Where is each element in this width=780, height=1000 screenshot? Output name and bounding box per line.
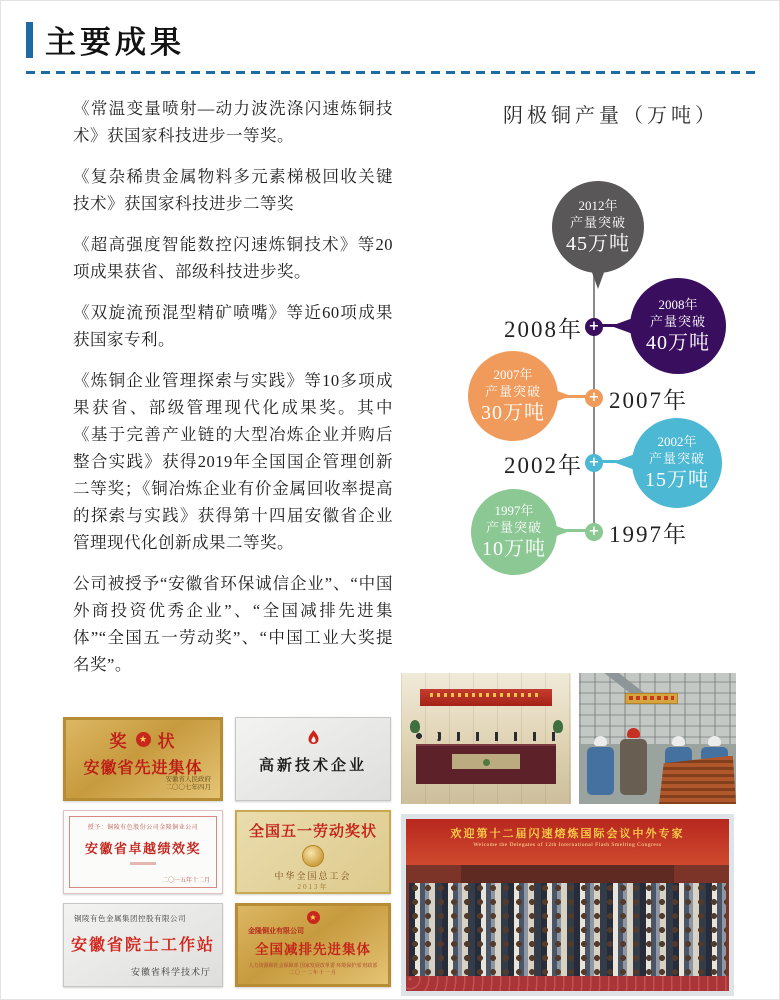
hard-hat-icon [627,728,640,738]
certificate-date: 二〇〇七年四月 [165,784,211,791]
achievement-text: 《复杂稀贵金属物料多元素梯极回收关键技术》获国家科技进步二等奖 [73,167,393,213]
milestone-value: 40万吨 [646,332,710,354]
certificate-issuer: 安徽省人民政府 [165,776,211,783]
dashed-divider [26,71,756,74]
certificate-issuer: 安徽省科学技术厅 [130,967,211,977]
sign-text-decoration [629,696,674,700]
milestone-year: 1997年 [494,503,534,518]
milestone-caption: 产量突破 [569,215,626,230]
milestone-value: 15万吨 [645,469,709,491]
diamond-bullet-icon [49,95,73,149]
diamond-bullet-icon [49,299,73,353]
worker-body [587,747,614,795]
certificate-recipient: 金隆铜业有限公司 [248,927,304,935]
plus-node-icon: + [585,454,603,472]
certificate-high-tech-enterprise [235,717,391,801]
certificate-heading: 奖 [109,732,129,751]
diamond-bullet-icon [49,570,73,678]
national-emblem-icon: ★ [307,911,320,924]
milestone-value: 10万吨 [482,538,546,560]
plus-node-icon: + [585,318,603,336]
certificate-date: 二〇一五年十二月 [161,878,210,884]
torch-icon [305,729,322,750]
axis-year-label: 2008年 [504,317,583,342]
certificate-date: 2013年 [297,883,329,891]
group-of-delegates [409,883,726,978]
attendees-row [413,732,559,741]
certificate-recipient: 授予：铜陵有色股份公司金隆铜业公司 [87,825,199,831]
certificate-issuer: 人力资源和社会保障部 国家发展改革委 环境保护部 财政部 [248,964,378,969]
milestone-caption: 产量突破 [648,451,705,466]
list-item [49,367,393,556]
milestone-bubble-2007 [468,351,558,441]
certificate-academician-workstation [63,903,223,987]
certificate-title: 安徽省卓越绩效奖 [84,841,201,856]
certificate-recipient: 铜陵有色金属集团控股有限公司 [74,914,186,923]
milestone-year: 2012年 [578,198,618,213]
diamond-bullet-icon [49,163,73,217]
certificate-title: 全国五一劳动奖状 [248,824,377,840]
red-carpet [406,976,729,991]
milestone-caption: 产量突破 [484,384,541,399]
union-badge-icon [302,845,324,867]
certificate-date: 二〇一二年十一月 [288,971,337,976]
milestone-caption: 产量突破 [485,520,542,535]
achievement-text: 《超高强度智能数控闪速炼铜技术》等20项成果获省、部级科技进步奖。 [73,235,393,281]
photo-flash-smelting-congress-group [401,814,734,996]
certificate-issuer: 中华全国总工会 [274,871,352,881]
achievements-list [49,95,393,692]
achievement-text: 公司被授予“安徽省环保诚信企业”、“中国外商投资优秀企业”、“全国减排先进集体”“全国五一劳动奖”、“中国工业大奖提名奖”。 [73,574,393,674]
production-timeline-chart [441,97,780,587]
certificate-title: 安徽省先进集体 [83,760,203,777]
milestone-value: 30万吨 [481,402,545,424]
banner-text-decoration [430,693,543,697]
certificate-title: 全国减排先进集体 [255,942,371,957]
milestone-bubble-1997 [471,489,557,575]
worker-figure [587,736,614,795]
copper-cathode-stack [659,756,736,804]
photo-board-meeting [401,673,571,804]
axis-year-label: 2002年 [504,453,583,478]
certificate-anhui-excellence-award [63,810,223,894]
milestone-year: 2007年 [493,367,533,382]
milestone-caption: 产量突破 [649,314,706,329]
list-item [49,570,393,678]
meeting-banner [420,689,553,706]
photo-workers-copper-cathodes [579,673,736,804]
hard-hat-icon [708,736,721,746]
certificates-grid [63,717,393,987]
certificate-title: 高新技术企业 [258,758,367,774]
certificate-national-may1-labor-award [235,810,391,894]
milestone-bubble-2008 [630,278,726,374]
list-item [49,163,393,217]
certificate-title: 安徽省院士工作站 [70,937,215,954]
axis-year-label: 2007年 [609,388,688,413]
hard-hat-icon [672,736,685,746]
certificate-heading: 状 [157,732,177,751]
achievement-text: 《炼铜企业管理探索与实践》等10多项成果获省、部级管理现代化成果奖。其中《基于完善产业链的大型冶炼企业并购后整合实践》获得2019年全国国企管理创新二等奖；《铜冶炼企业有价金属回收率提高的探索与实践》获得第十四届安徽省企业管理现代化创新成果二等奖。 [73,371,393,552]
certificate-emission-reduction-group [235,903,391,987]
factory-sign [625,693,678,705]
plus-node-icon: + [585,389,603,407]
milestone-value: 45万吨 [566,233,630,255]
certificate-anhui-advanced-group [63,717,223,801]
plus-node-icon: + [585,523,603,541]
achievement-text: 《双旋流预混型精矿喷嘴》等近60项成果获国家专利。 [73,303,393,349]
hard-hat-icon [594,736,607,746]
milestone-year: 2002年 [657,434,697,449]
banner-text-en: Welcome the Delegates of 12th International Flash Smelting Congress [473,842,662,848]
banner-text-cn: 欢迎第十二届闪速熔炼国际会议中外专家 [450,828,685,840]
achievement-text: 《常温变量喷射—动力波洗涤闪速炼铜技术》获国家科技进步一等奖。 [73,99,393,145]
diamond-bullet-icon [49,231,73,285]
national-emblem-icon: ★ [136,732,151,747]
list-item [49,299,393,353]
list-item [49,231,393,285]
milestone-year: 2008年 [658,297,698,312]
diamond-bullet-icon [49,367,73,556]
list-item [49,95,393,149]
milestone-bubble-2012 [552,181,644,273]
title-accent-bar [26,22,33,58]
worker-body [620,739,647,795]
congress-banner [406,819,729,865]
worker-figure [620,728,647,795]
page-title: 主要成果 [45,25,185,60]
chart-title: 阴极铜产量（万吨） [503,105,719,127]
axis-year-label: 1997年 [609,522,688,547]
milestone-bubble-2002 [632,418,722,508]
